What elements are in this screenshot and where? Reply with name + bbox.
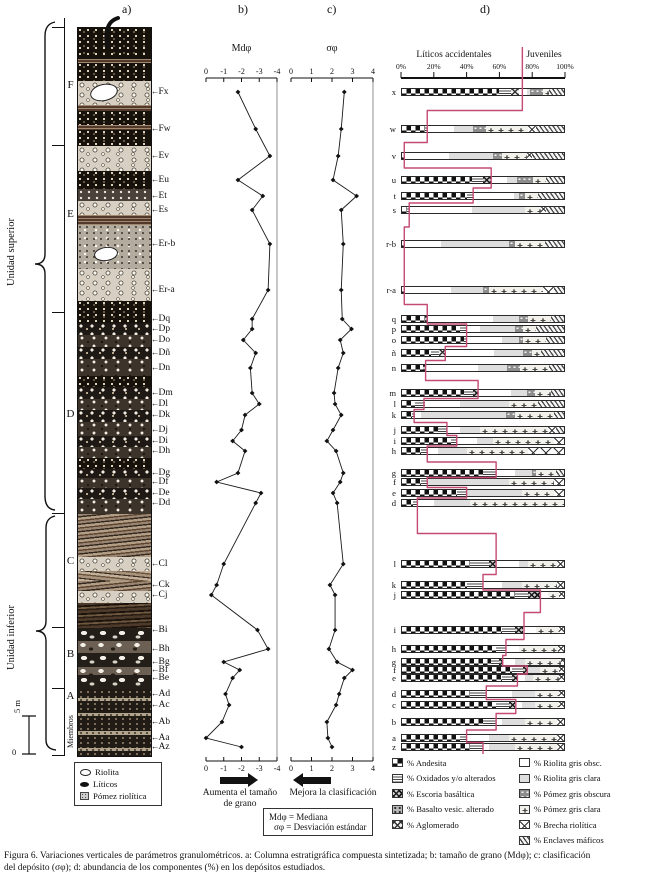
- sample-arrow-icon: ←: [151, 643, 159, 653]
- accidental-juvenile-boundary-line: [404, 47, 540, 754]
- bar-row-letter: c: [392, 700, 396, 710]
- lithology-legend-label: Pómez riolítica: [93, 791, 147, 801]
- members-label: Miembros: [66, 715, 75, 749]
- sample-arrow-icon: ←: [151, 445, 159, 455]
- bar-row-letter: m: [389, 388, 396, 398]
- bar-row-letter: f: [393, 665, 396, 675]
- bar-row-letter: o: [391, 335, 396, 345]
- bar-row-letter: u: [391, 175, 396, 185]
- component-legend-label: % Escoria basáltica: [407, 788, 475, 799]
- mdphi-point: [214, 480, 219, 485]
- sample-label-text: Cl: [158, 559, 168, 569]
- sample-label-text: Di: [158, 436, 168, 446]
- sample-arrow-icon: ←: [151, 672, 159, 682]
- mdphi-point: [227, 703, 232, 708]
- mdphi-point: [221, 562, 226, 567]
- definitions-note-box: [263, 808, 373, 836]
- component-legend-label: % Pómez gris clara: [534, 804, 601, 815]
- pattern-swatch-bre: [519, 820, 530, 829]
- mdphi-point: [239, 745, 244, 750]
- sigmaphi-point: [336, 154, 341, 159]
- sigmaphi-tick-label: 2: [330, 764, 334, 773]
- sigmaphi-tick-label: 1: [309, 67, 314, 76]
- bar-row-letter: i: [393, 436, 396, 446]
- component-legend-label: % Riolita gris obsc.: [534, 757, 602, 768]
- scale-zero-label: 0: [12, 747, 17, 757]
- grain-size-arrow-icon: [220, 777, 248, 784]
- bar-row-letter: d: [391, 498, 396, 508]
- bar-row-letter: j: [393, 590, 396, 600]
- sample-arrow-icon: ←: [151, 323, 159, 333]
- sample-label-text: Ev: [158, 151, 170, 161]
- component-legend-item: [392, 755, 496, 771]
- sample-arrow-icon: ←: [151, 579, 159, 589]
- sample-label-text: Dg: [158, 468, 171, 478]
- mdphi-point: [236, 90, 241, 95]
- pattern-swatch-agl: [392, 820, 403, 829]
- brace-hook: [106, 18, 118, 46]
- sample-label-text: Bh: [158, 644, 170, 654]
- bar-row-letter: t: [393, 191, 396, 201]
- mdphi-point: [253, 501, 258, 506]
- sample-arrow-icon: ←: [151, 716, 159, 726]
- sample-label-text: Er-a: [158, 285, 175, 295]
- mdphi-point: [259, 491, 264, 496]
- sigmaphi-point: [327, 647, 332, 652]
- mdphi-tick-label: 0: [204, 67, 208, 76]
- component-legend-item: [392, 771, 496, 787]
- mdphi-axis-title: Mdφ: [231, 43, 252, 54]
- lithology-legend: [74, 762, 162, 806]
- mdphi-point: [250, 391, 255, 396]
- bar-row-letter: g: [391, 468, 396, 478]
- sample-label-text: Bf: [158, 665, 168, 675]
- components-tick-label: 20%: [426, 62, 441, 71]
- sample-arrow-icon: ←: [151, 664, 159, 674]
- bar-row-letter: e: [392, 673, 396, 683]
- sample-label-text: Bi: [158, 625, 168, 635]
- sigmaphi-point: [332, 391, 337, 396]
- sample-label-text: Eu: [158, 175, 170, 185]
- sigmaphi-point: [328, 583, 333, 588]
- components-tick-label: 0%: [396, 62, 406, 71]
- bar-row-letter: v: [391, 151, 396, 161]
- component-legend-item: [519, 833, 611, 849]
- sample-arrow-icon: ←: [151, 150, 159, 160]
- sample-label-text: Bg: [158, 657, 170, 667]
- pattern-swatch-enc: [519, 836, 530, 845]
- sigmaphi-point: [338, 480, 343, 485]
- sigmaphi-tick-label: 3: [350, 764, 355, 773]
- sample-arrow-icon: ←: [151, 238, 159, 248]
- mdphi-tick-label: -1: [220, 67, 228, 76]
- bar-row-letter: g: [391, 657, 396, 667]
- sample-label-text: Dq: [158, 314, 171, 324]
- bar-row-letter: a: [392, 733, 396, 743]
- lower-unit-bracket-label: Unidad inferior: [6, 604, 17, 671]
- mdphi-point: [268, 242, 273, 247]
- sorting-arrow-label: Mejora la clasificación: [289, 788, 377, 798]
- sample-label-text: Fx: [158, 87, 169, 97]
- juveniles-header: Juveniles: [526, 50, 562, 60]
- component-legend-label: % Aglomerado: [407, 819, 459, 830]
- bar-row-letter: j: [393, 425, 396, 435]
- components-tick-label: 100%: [556, 62, 574, 71]
- pattern-swatch-bas: [392, 805, 403, 814]
- sample-arrow-icon: ←: [151, 435, 159, 445]
- grain-size-arrow-label-2: de grano: [223, 799, 257, 809]
- sample-arrow-icon: ←: [151, 190, 159, 200]
- sample-arrow-icon: ←: [151, 424, 159, 434]
- bar-row-letter: s: [392, 205, 396, 215]
- component-legend-col2: [519, 755, 611, 848]
- scale-label: 5 m: [12, 700, 22, 714]
- unit-letter-D: D: [66, 408, 75, 420]
- bar-row-letter: e: [392, 488, 396, 498]
- mdphi-point: [266, 288, 271, 293]
- mdphi-point: [253, 127, 258, 132]
- sigmaphi-point: [341, 351, 346, 356]
- sample-label-text: Dñ: [158, 348, 171, 358]
- bar-row-letter: k: [391, 410, 396, 420]
- sample-arrow-icon: ←: [151, 347, 159, 357]
- mdphi-tick-label: 0: [204, 764, 208, 773]
- mdphi-tick-label: -4: [273, 67, 281, 76]
- mdphi-tick-label: -2: [238, 764, 245, 773]
- sample-label-text: Dn: [158, 363, 171, 373]
- sample-label-text: Ck: [158, 580, 170, 590]
- bar-row-letter: d: [391, 689, 396, 699]
- sample-label-text: Ab: [158, 717, 171, 727]
- mdphi-point: [250, 317, 255, 322]
- unit-letter-B: B: [66, 648, 75, 660]
- unit-letter-E: E: [67, 208, 74, 220]
- component-legend-item: [392, 786, 496, 802]
- sigmaphi-tick-label: 2: [330, 67, 334, 76]
- component-legend-label: % Pómez gris obscura: [534, 788, 611, 799]
- mdphi-point: [221, 660, 226, 665]
- sample-arrow-icon: ←: [151, 467, 159, 477]
- sample-label-text: Dm: [158, 388, 173, 398]
- bar-row-letter: p: [391, 324, 396, 334]
- riolita-icon: [80, 769, 91, 776]
- sample-label-text: Dk: [158, 410, 171, 420]
- sample-arrow-icon: ←: [151, 624, 159, 634]
- mdphi-point: [266, 647, 271, 652]
- lithology-legend-label: Líticos: [93, 779, 118, 789]
- component-legend-item: [519, 786, 611, 802]
- sigmaphi-tick-label: 0: [289, 764, 293, 773]
- bar-row-letter: r-b: [386, 239, 396, 249]
- sample-arrow-icon: ←: [151, 732, 159, 742]
- unit-letter-F: F: [67, 79, 74, 91]
- bar-row-letter: z: [392, 742, 396, 752]
- mdphi-point: [223, 692, 228, 697]
- sample-arrow-icon: ←: [151, 487, 159, 497]
- note-line-sigmaphi: σφ = Desviación estándar: [274, 822, 367, 832]
- sigmaphi-tick-label: 4: [371, 764, 375, 773]
- mdphi-tick-label: -3: [255, 764, 263, 773]
- sigmaphi-point: [336, 366, 341, 371]
- sigmaphi-point: [335, 501, 340, 506]
- sigmaphi-point: [333, 628, 338, 633]
- sample-label-text: Es: [158, 205, 168, 215]
- sample-arrow-icon: ←: [151, 656, 159, 666]
- component-legend-item: [392, 817, 496, 833]
- pattern-swatch-oxi: [392, 774, 403, 783]
- sample-label-text: Dj: [158, 425, 168, 435]
- panel-label-d: d): [480, 2, 490, 16]
- sigmaphi-point: [337, 692, 342, 697]
- bar-row-letter: l: [393, 399, 396, 409]
- sample-arrow-icon: ←: [151, 174, 159, 184]
- pattern-swatch-rgo: [519, 758, 530, 767]
- sample-arrow-icon: ←: [151, 313, 159, 323]
- sigmaphi-point: [341, 562, 346, 567]
- component-legend-label: % Brecha riolítica: [534, 819, 597, 830]
- mdphi-tick-label: -3: [255, 67, 263, 76]
- sample-label-text: Be: [158, 673, 170, 683]
- pattern-swatch-and: [392, 758, 403, 767]
- sample-label-text: Fw: [158, 124, 171, 134]
- bar-row-letter: i: [393, 625, 396, 635]
- sigmaphi-point: [330, 745, 335, 750]
- component-legend-item: [392, 802, 496, 818]
- sample-arrow-icon: ←: [151, 204, 159, 214]
- bar-row-letter: w: [389, 124, 396, 134]
- component-legend-label: % Andesita: [407, 757, 447, 768]
- mdphi-point: [248, 366, 253, 371]
- sample-arrow-icon: ←: [151, 409, 159, 419]
- component-legend-col1: [392, 755, 496, 833]
- bar-row-letter: ñ: [391, 348, 396, 358]
- sigmaphi-point: [333, 593, 338, 598]
- component-legend-label: % Riolita gris clara: [534, 773, 601, 784]
- sample-label-text: De: [158, 488, 170, 498]
- component-legend-item: [519, 817, 611, 833]
- sigmaphi-point: [331, 491, 336, 496]
- sample-label-text: Dl: [158, 399, 168, 409]
- sample-arrow-icon: ←: [151, 398, 159, 408]
- sigmaphi-point: [342, 90, 347, 95]
- bar-row-letter: f: [393, 477, 396, 487]
- caption-line-2: del depósito (σφ); d: abundancia de los componentes (%) en los depósitos estudiados.: [4, 863, 326, 874]
- sigmaphi-line: [327, 92, 357, 747]
- pattern-swatch-esc: [392, 789, 403, 798]
- sigmaphi-point: [331, 428, 336, 433]
- sample-label-text: Cj: [158, 590, 168, 600]
- panel-label-b: b): [238, 2, 248, 16]
- bar-row-letter: k: [391, 580, 396, 590]
- component-legend-item: [519, 771, 611, 787]
- components-tick-label: 40%: [459, 62, 474, 71]
- sample-label-text: Er-b: [158, 239, 176, 249]
- sample-arrow-icon: ←: [151, 699, 159, 709]
- lithology-legend-item: [80, 778, 156, 790]
- sigmaphi-point: [326, 736, 331, 741]
- unit-letter-A: A: [66, 690, 75, 702]
- sample-label-text: Dh: [158, 446, 171, 456]
- sigmaphi-point: [339, 413, 344, 418]
- sample-arrow-icon: ←: [151, 558, 159, 568]
- sample-arrow-icon: ←: [151, 123, 159, 133]
- sigmaphi-point: [334, 703, 339, 708]
- sigmaphi-point: [339, 288, 344, 293]
- sample-arrow-icon: ←: [151, 284, 159, 294]
- sigmaphi-point: [339, 127, 344, 132]
- pattern-swatch-rgc: [519, 774, 530, 783]
- grain-size-arrow-label-1: Aumenta el tamaño: [202, 788, 278, 798]
- mdphi-point: [236, 471, 241, 476]
- component-legend-item: [519, 755, 611, 771]
- lower-unit-brace: [36, 516, 56, 750]
- bar-row-letter: x: [391, 87, 396, 97]
- sorting-arrow-icon: [303, 777, 331, 784]
- sigmaphi-point: [324, 720, 329, 725]
- lithology-legend-item: [80, 790, 156, 802]
- sample-label-text: Aa: [158, 733, 170, 743]
- bar-row-letter: h: [391, 446, 396, 456]
- sample-label-text: Dd: [158, 498, 171, 508]
- panel-label-a: a): [122, 2, 132, 16]
- pattern-swatch-pgc: [519, 805, 530, 814]
- sample-label-text: Et: [158, 191, 167, 201]
- component-legend-item: [519, 802, 611, 818]
- bar-row-letter: n: [391, 363, 396, 373]
- sample-arrow-icon: ←: [151, 334, 159, 344]
- mdphi-line: [206, 92, 270, 747]
- liticos-icon: [80, 782, 89, 787]
- sample-arrow-icon: ←: [151, 497, 159, 507]
- sample-arrow-icon: ←: [151, 589, 159, 599]
- unit-letter-C: C: [66, 555, 75, 567]
- sample-label-text: Df: [158, 477, 169, 487]
- sample-label-text: Dp: [158, 324, 171, 334]
- sample-arrow-icon: ←: [151, 362, 159, 372]
- component-legend-label: % Basalto vesic. alterado: [407, 804, 494, 815]
- sample-label-text: Ad: [158, 689, 171, 699]
- mdphi-point: [214, 583, 219, 588]
- sigmaphi-point: [341, 471, 346, 476]
- sample-arrow-icon: ←: [151, 387, 159, 397]
- mdphi-tick-label: -4: [273, 764, 281, 773]
- mdphi-tick-label: -2: [238, 67, 245, 76]
- sigmaphi-tick-label: 4: [371, 67, 375, 76]
- components-tick-label: 80%: [525, 62, 540, 71]
- mdphi-tick-label: -1: [220, 764, 228, 773]
- note-line-mdphi: Mdφ = Mediana: [269, 812, 328, 822]
- sigmaphi-tick-label: 0: [289, 67, 293, 76]
- sample-label-text: Ac: [158, 700, 170, 710]
- sigmaphi-tick-label: 3: [350, 67, 355, 76]
- pattern-swatch-pgo: [519, 789, 530, 798]
- sample-label-text: Az: [158, 742, 170, 752]
- sigmaphi-point: [341, 242, 346, 247]
- lithology-legend-label: Riolita: [95, 767, 119, 777]
- bar-row-letter: r-a: [386, 285, 396, 295]
- bar-row-letter: q: [391, 314, 396, 324]
- sigmaphi-axis-title: σφ: [326, 43, 338, 54]
- sigmaphi-tick-label: 1: [309, 764, 314, 773]
- component-legend-label: % Enclaves máficos: [534, 835, 604, 846]
- bar-row-letter: l: [393, 559, 396, 569]
- sample-arrow-icon: ←: [151, 741, 159, 751]
- figure-caption: [4, 850, 654, 874]
- accidental-lithics-header: Líticos accidentales: [416, 50, 492, 60]
- component-legend-label: % Oxidados y/o alterados: [407, 773, 496, 784]
- panel-label-c: c): [327, 2, 337, 16]
- pomez-icon: [80, 792, 89, 800]
- sample-label-text: Do: [158, 335, 171, 345]
- sigmaphi-point: [333, 402, 338, 407]
- scale-bar: [22, 716, 36, 754]
- sigmaphi-point: [335, 660, 340, 665]
- lithology-legend-item: [80, 766, 156, 778]
- upper-unit-brace: [35, 22, 55, 510]
- caption-line-1: Figura 6. Variaciones verticales de parámetros granulométricos. a: Columna estratigráfica compuesta sintetizada; b: tamaño de grano (Mdφ); c: clasificación: [4, 851, 591, 861]
- upper-unit-bracket-label: Unidad superior: [6, 218, 17, 287]
- bar-row-letter: b: [391, 717, 396, 727]
- sample-arrow-icon: ←: [151, 476, 159, 486]
- components-tick-label: 60%: [492, 62, 507, 71]
- bar-row-letter: h: [391, 644, 396, 654]
- sample-arrow-icon: ←: [151, 86, 159, 96]
- sample-arrow-icon: ←: [151, 688, 159, 698]
